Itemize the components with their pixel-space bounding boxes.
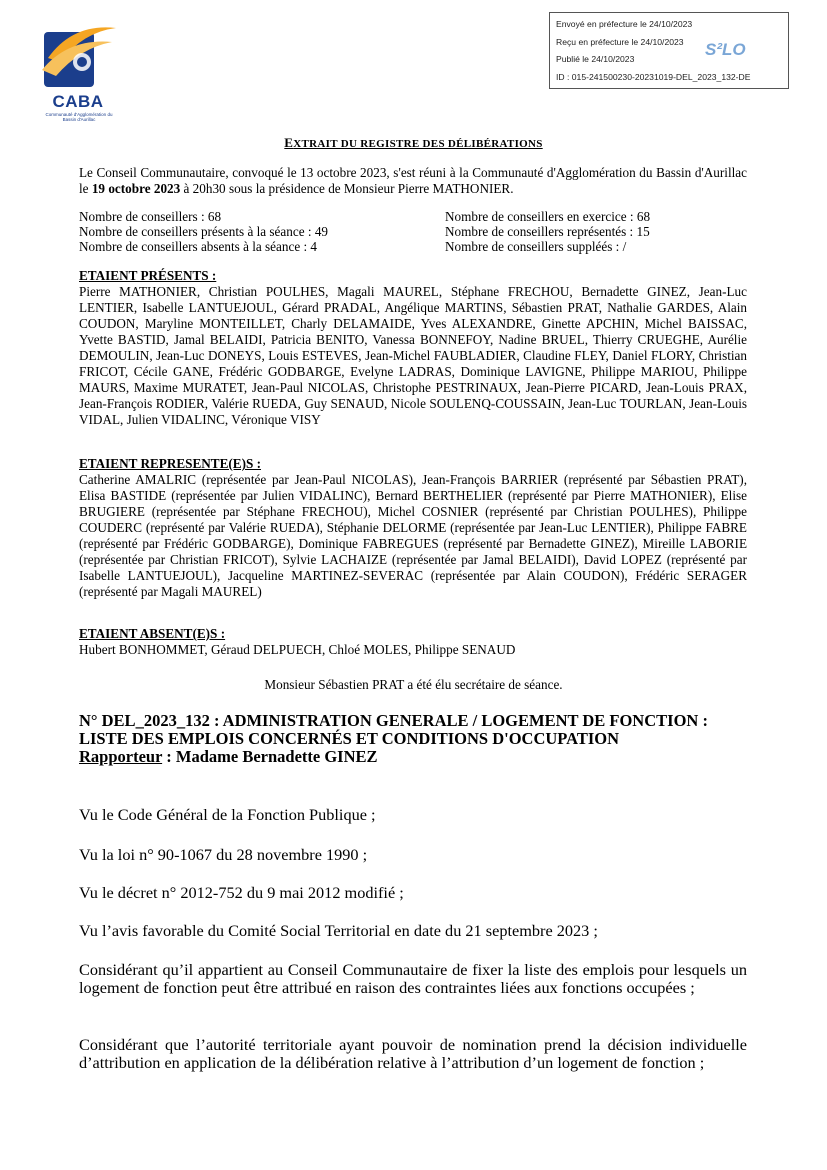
visa-avis: Vu l’avis favorable du Comité Social Territorial en date du 21 septembre 2023 ; bbox=[79, 921, 598, 940]
logo-name: CABA bbox=[52, 92, 104, 111]
s2lo-logo: S²LO bbox=[705, 40, 746, 59]
caba-logo bbox=[38, 18, 118, 130]
rapporteur-label: Rapporteur bbox=[79, 747, 163, 766]
attendance-counts bbox=[79, 209, 747, 254]
secretary-line: Monsieur Sébastien PRAT a été élu secrétaire de séance. bbox=[264, 677, 563, 692]
count-present: Nombre de conseillers présents à la séance : 49 bbox=[79, 224, 329, 239]
title-initial: E bbox=[284, 135, 294, 150]
stamp-sent-line: Envoyé en préfecture le 24/10/2023 bbox=[556, 19, 693, 29]
visa-decret: Vu le décret n° 2012-752 du 9 mai 2012 modifié ; bbox=[79, 883, 404, 902]
intro-date: 19 octobre 2023 bbox=[91, 181, 181, 196]
absent-heading: ETAIENT ABSENT(E)S : bbox=[79, 626, 226, 641]
absent-list: Hubert BONHOMMET, Géraud DELPUECH, Chloé MOLES, Philippe SENAUD bbox=[79, 642, 516, 657]
considerant-1: Considérant qu’il appartient au Conseil Communautaire de fixer la liste des emplois pour lesquels un logement de fonction peut être attribué en raison des contraintes liées aux fonctions occupées ; bbox=[79, 960, 747, 997]
visa-code: Vu le Code Général de la Fonction Publique ; bbox=[79, 805, 376, 824]
rapporteur-name: : Madame Bernadette GINEZ bbox=[162, 747, 378, 766]
count-substituted: Nombre de conseillers suppléés : / bbox=[445, 239, 627, 254]
absent-section bbox=[79, 626, 747, 658]
intro-paragraph bbox=[79, 165, 747, 197]
count-represented: Nombre de conseillers représentés : 15 bbox=[445, 224, 650, 239]
prefecture-stamp bbox=[549, 12, 789, 89]
represented-heading: ETAIENT REPRESENTE(E)S : bbox=[79, 456, 261, 471]
deliberation-header bbox=[79, 712, 747, 766]
represented-list: Catherine AMALRIC (représentée par Jean-Paul NICOLAS), Jean-François BARRIER (représenté par Sébastien PRAT), Elisa BASTIDE (représentée par Julien VIDALINC), Bernard BERTHELIER (représenté par Pierre MATHONIER), Elise BRUGIERE (représentée par Stéphane FRECHOU), Michel COSNIER (représenté par Christian POULHES), Philippe COUDERC (représenté par Valérie RUEDA), Stéphanie DELORME (représentée par Jean-Luc LENTIER), Philippe FABRE (représenté par Frédéric GODBARGE), Dominique FABREGUES (représenté par Bernadette GINEZ), Mireille LABORIE (représentée par Christian FRICOT), Sylvie LACHAIZE (représentée par Jamal BELAIDI), David LOPEZ (représenté par Isabelle LANTUEJOUL), Jacqueline MARTINEZ-SEVERAC (représentée par Alain COUDON), Frédéric SERAGER (représenté par Magali MAUREL) bbox=[79, 472, 747, 599]
count-total: Nombre de conseillers : 68 bbox=[79, 209, 222, 224]
count-absent: Nombre de conseillers absents à la séance : 4 bbox=[79, 239, 318, 254]
deliberation-title: N° DEL_2023_132 : ADMINISTRATION GENERALE / LOGEMENT DE FONCTION : LISTE DES EMPLOIS CONCERNÉS ET CONDITIONS D'OCCUPATION bbox=[79, 711, 708, 748]
represented-section bbox=[79, 456, 747, 600]
logo-subtitle: Communauté d'Agglomération du Bassin d'Aurillac bbox=[45, 112, 113, 122]
intro-after: à 20h30 sous la présidence de Monsieur Pierre MATHONIER. bbox=[180, 181, 514, 196]
title-rest: XTRAIT DU REGISTRE DES DÉLIBÉRATIONS bbox=[293, 138, 543, 150]
present-list: Pierre MATHONIER, Christian POULHES, Magali MAUREL, Stéphane FRECHOU, Bernadette GINEZ, Jean-Luc LENTIER, Isabelle LANTUEJOUL, Gérard PRADAL, Angélique MARTINS, Sébastien PRAT, Nathalie GARDES, Alain COUDON, Maryline MONTEILLET, Charly DELAMAIDE, Yves ALEXANDRE, Ginette APCHIN, Michel BAISSAC, Yvette BASTID, Jamal BELAIDI, Patricia BENITO, Vanessa BONNEFOY, Nadine BRUEL, Thierry CRUEGHE, Aurélie DEMOULIN, Jean-Luc DONEYS, Louis ESTEVES, Jean-Michel FAUBLADIER, Claudine FLEY, Daniel FLORY, Christian FRICOT, Cécile GANE, Frédéric GODBARGE, Evelyne LADRAS, Dominique LAVIGNE, Philippe MARIOU, Philippe MAURS, Maxime MURATET, Jean-Paul NICOLAS, Christophe PESTRINAUX, Jean-Pierre PICARD, Jean-Louis PRAX, Jean-François RODIER, Valérie RUEDA, Guy SENAUD, Nicole SOULENQ-COUSSAIN, Jean-Luc TOURLAN, Jean-Louis VIDAL, Julien VIDALINC, Véronique VISY bbox=[79, 284, 747, 427]
stamp-published-line: Publié le 24/10/2023 bbox=[556, 54, 635, 64]
count-in-office: Nombre de conseillers en exercice : 68 bbox=[445, 209, 651, 224]
stamp-id-line: ID : 015-241500230-20231019-DEL_2023_132-DE bbox=[556, 71, 751, 82]
considerant-2: Considérant que l’autorité territoriale ayant pouvoir de nomination prend la décision individuelle d’attribution en application de la délibération relative à l’attribution d’un logement de fonction ; bbox=[79, 1035, 747, 1072]
intro-before: Le Conseil Communautaire, convoqué le 13 octobre 2023, s'est réuni à la Communauté d'Agglomération du Bassin d'Aurillac le bbox=[79, 165, 747, 196]
visa-loi: Vu la loi n° 90-1067 du 28 novembre 1990 ; bbox=[79, 845, 368, 864]
stamp-received-line: Reçu en préfecture le 24/10/2023 bbox=[556, 36, 684, 47]
document-title bbox=[0, 135, 827, 151]
present-heading: ETAIENT PRÉSENTS : bbox=[79, 268, 217, 283]
present-section bbox=[79, 268, 747, 428]
caba-logo-emblem bbox=[38, 18, 118, 92]
